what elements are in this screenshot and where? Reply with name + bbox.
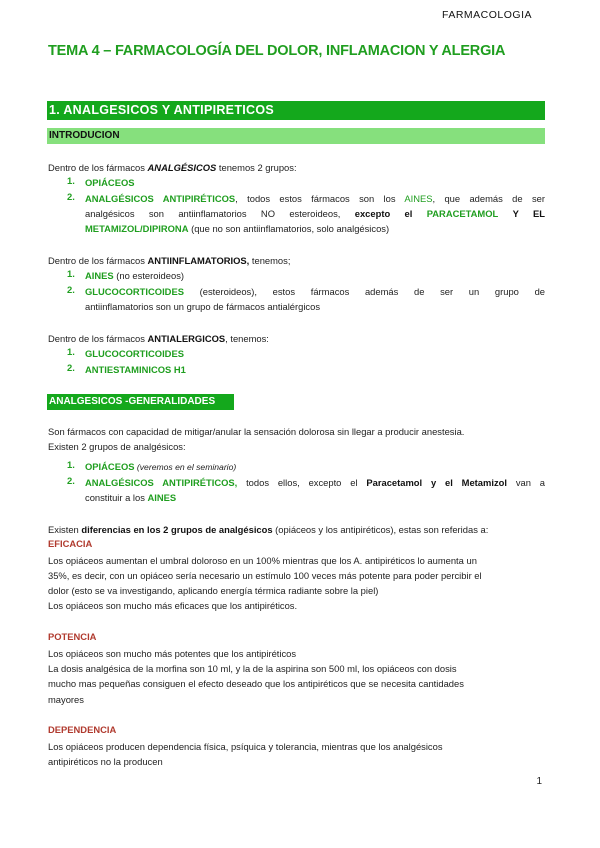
- list-item: OPIÁCEOS: [85, 177, 135, 188]
- list-item: AINES (no esteroideos): [85, 270, 185, 281]
- paragraph-line: 35%, es decir, con un opiáceo sería necesario un estímulo 100 veces más potente para poder percibir el: [48, 570, 482, 581]
- heading-dependencia: DEPENDENCIA: [48, 724, 117, 735]
- list-number: 1.: [67, 459, 75, 470]
- heading-eficacia: EFICACIA: [48, 538, 93, 549]
- list-item: GLUCOCORTICOIDES (esteroideos), estos fármacos además de ser un grupo de: [85, 286, 545, 297]
- list-item-line: constituir a los AINES: [85, 492, 177, 503]
- subsection-heading-intro: INTRODUCION: [47, 128, 545, 144]
- paragraph-antiinflamatorios: Dentro de los fármacos ANTIINFLAMATORIOS, tenemos;: [48, 255, 291, 266]
- paragraph-line: La dosis analgésica de la morfina son 10 ml, y la de la aspirina son 500 ml, los opiáceos con dosis: [48, 663, 457, 674]
- list-number: 2.: [67, 362, 75, 373]
- list-item-line: METAMIZOL/DIPIRONA (que no son antiinflamatorios, solo analgésicos): [85, 223, 390, 234]
- list-number: 2.: [67, 191, 75, 202]
- section-heading: 1. ANALGESICOS Y ANTIPIRETICOS: [47, 101, 545, 120]
- paragraph-line: Los opiáceos son mucho más potentes que los antipiréticos: [48, 648, 297, 659]
- list-number: 2.: [67, 475, 75, 486]
- list-item: ANTIESTAMINICOS H1: [85, 364, 186, 375]
- list-item: OPIÁCEOS (veremos en el seminario): [85, 461, 237, 472]
- paragraph-line: mucho mas pequeñas consiguen el efecto deseado que los antipiréticos que se necesita cantidades: [48, 678, 464, 689]
- paragraph-line: Son fármacos con capacidad de mitigar/anular la sensación dolorosa sin llegar a producir anestesia.: [48, 426, 465, 437]
- list-item: ANALGÉSICOS ANTIPIRÉTICOS, todos estos fármacos son los AINES, que además de ser: [85, 193, 545, 204]
- paragraph-antialergicos: Dentro de los fármacos ANTIALERGICOS, tenemos:: [48, 333, 269, 344]
- paragraph-line: antipiréticos no la producen: [48, 756, 163, 767]
- paragraph-line: Los opiáceos aumentan el umbral doloroso en un 100% mientras que los A. antipiréticos lo aumenta un: [48, 555, 477, 566]
- paragraph-line: mayores: [48, 694, 84, 705]
- page-title: TEMA 4 – FARMACOLOGÍA DEL DOLOR, INFLAMACION Y ALERGIA: [48, 43, 506, 59]
- subsection-heading-generalidades: ANALGESICOS -GENERALIDADES: [47, 394, 234, 410]
- list-item-line: antiinflamatorios son un grupo de fármacos antialérgicos: [85, 301, 321, 312]
- list-number: 1.: [67, 268, 75, 279]
- heading-potencia: POTENCIA: [48, 631, 97, 642]
- running-header: FARMACOLOGIA: [441, 9, 532, 21]
- paragraph-analgesicos: Dentro de los fármacos ANALGÉSICOS tenemos 2 grupos:: [48, 162, 297, 173]
- list-item: GLUCOCORTICOIDES: [85, 348, 184, 359]
- list-number: 1.: [67, 346, 75, 357]
- paragraph-line: Existen 2 grupos de analgésicos:: [48, 441, 186, 452]
- page-number: 1: [536, 776, 542, 787]
- list-number: 1.: [67, 175, 75, 186]
- list-item-line: analgésicos son antiinflamatorios NO esteroideos, excepto el PARACETAMOL Y EL: [85, 208, 546, 219]
- list-item: ANALGÉSICOS ANTIPIRÉTICOS, todos ellos, excepto el Paracetamol y el Metamizol van a: [85, 477, 545, 488]
- paragraph-line: dolor (esto se va investigando, aplicando energía térmica radiante sobre la piel): [48, 585, 379, 596]
- paragraph-line: Los opiáceos producen dependencia física, psíquica y tolerancia, mientras que los analgésicos: [48, 741, 443, 752]
- paragraph-line: Los opiáceos son mucho más eficaces que los antipiréticos.: [48, 600, 298, 611]
- paragraph-diferencias: Existen diferencias en los 2 grupos de analgésicos (opiáceos y los antipiréticos), estas son referidas a:: [48, 524, 489, 535]
- list-number: 2.: [67, 284, 75, 295]
